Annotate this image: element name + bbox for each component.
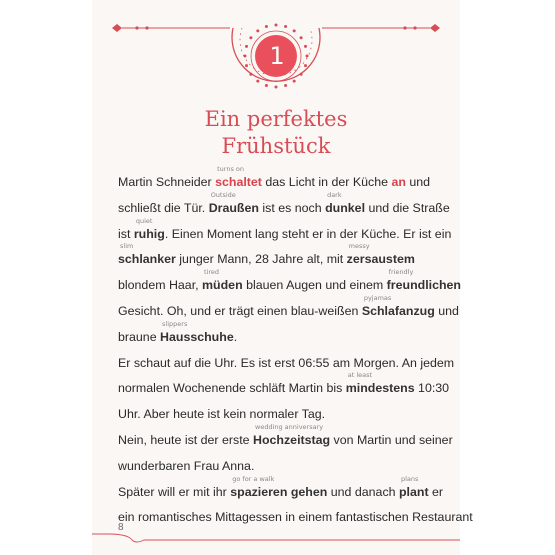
text-line: normalen Wochenende schläft Martin bis at least mindestens 10:30 bbox=[118, 371, 450, 396]
ornament-dot bbox=[293, 29, 296, 32]
gloss: slippers bbox=[162, 319, 188, 328]
gloss: tired bbox=[204, 268, 220, 277]
ornament-dot bbox=[275, 86, 278, 89]
text-line: ein romantisches Mittagessen in einem fantastischen Restaurant bbox=[118, 510, 473, 525]
gloss: quiet bbox=[135, 216, 153, 225]
chapter-number: 1 bbox=[269, 42, 285, 70]
keyword: zersaustem bbox=[346, 252, 415, 267]
gloss: go for a walk bbox=[232, 474, 275, 483]
gloss: at least bbox=[347, 371, 373, 380]
gloss: plans bbox=[400, 474, 419, 483]
story-text bbox=[118, 165, 473, 526]
ornament-dot bbox=[265, 84, 268, 87]
text-line: Martin Schneider turns on schaltet das Licht in der Küche an und bbox=[118, 165, 431, 189]
text-line: slim schlanker junger Mann, 28 Jahre alt, mit messy zersaustem bbox=[118, 242, 415, 267]
text-line: Gesicht. Oh, und er trägt einen blau-weißen pyjamas Schlafanzug und bbox=[118, 293, 459, 318]
title-line-2: Frühstück bbox=[221, 134, 331, 158]
keyword: Draußen bbox=[208, 200, 259, 215]
gloss: friendly bbox=[388, 268, 414, 277]
keyword: müden bbox=[202, 278, 243, 293]
ornament-dot bbox=[293, 80, 296, 83]
text-line: Nein, heute ist der erste wedding anniversary Hochzeitstag von Martin und seiner bbox=[118, 422, 453, 447]
text-line: schließt die Tür. Outside Draußen ist es noch dark dunkel und die Straße bbox=[118, 190, 450, 215]
text-line: wunderbaren Frau Anna. bbox=[118, 458, 255, 473]
keyword: mindestens bbox=[345, 381, 415, 396]
page-bottom-flourish bbox=[92, 520, 460, 555]
keyword: dunkel bbox=[325, 200, 366, 215]
gloss: pyjamas bbox=[363, 293, 392, 302]
chapter-title bbox=[92, 106, 460, 160]
ornament-dot bbox=[256, 29, 259, 32]
gloss: wedding anniversary bbox=[255, 422, 324, 431]
keyword: an bbox=[391, 175, 406, 189]
keyword: freundlichen bbox=[386, 278, 462, 293]
keyword: Hausschuhe bbox=[160, 329, 234, 344]
text-line: braune slippers Hausschuhe. bbox=[118, 319, 238, 344]
keyword: ruhig bbox=[133, 226, 165, 241]
ornament-dot bbox=[256, 80, 259, 83]
gloss: messy bbox=[348, 242, 370, 251]
text-line: ist quiet ruhig. Einen Moment lang steht er in der Küche. Er ist ein bbox=[118, 216, 452, 241]
gloss: turns on bbox=[217, 165, 245, 173]
keyword: Schlafanzug bbox=[361, 303, 435, 318]
title-line-1: Ein perfektes bbox=[204, 107, 348, 131]
ornament-dot bbox=[275, 24, 278, 27]
keyword: schaltet bbox=[215, 175, 262, 189]
ornament-dot bbox=[284, 25, 287, 28]
gloss: Outside bbox=[210, 190, 236, 199]
keyword: spazieren gehen bbox=[230, 484, 328, 499]
text-line: Später will er mit ihr go for a walk spazieren gehen und danach plans plant er bbox=[118, 474, 444, 499]
page-number: 8 bbox=[118, 522, 124, 533]
keyword: plant bbox=[398, 484, 429, 499]
ornament-dot bbox=[265, 25, 268, 28]
text-line: Uhr. Aber heute ist kein normaler Tag. bbox=[118, 407, 326, 422]
gloss: slim bbox=[120, 242, 134, 251]
gloss: dark bbox=[327, 190, 342, 199]
keyword: schlanker bbox=[118, 252, 176, 267]
text-line: blondem Haar, tired müden blauen Augen und einem friendly freundlichen bbox=[118, 268, 462, 293]
text-line: Er schaut auf die Uhr. Es ist erst 06:55 am Morgen. An jedem bbox=[118, 355, 455, 370]
ornament-dot bbox=[284, 84, 287, 87]
keyword: Hochzeitstag bbox=[253, 432, 331, 447]
